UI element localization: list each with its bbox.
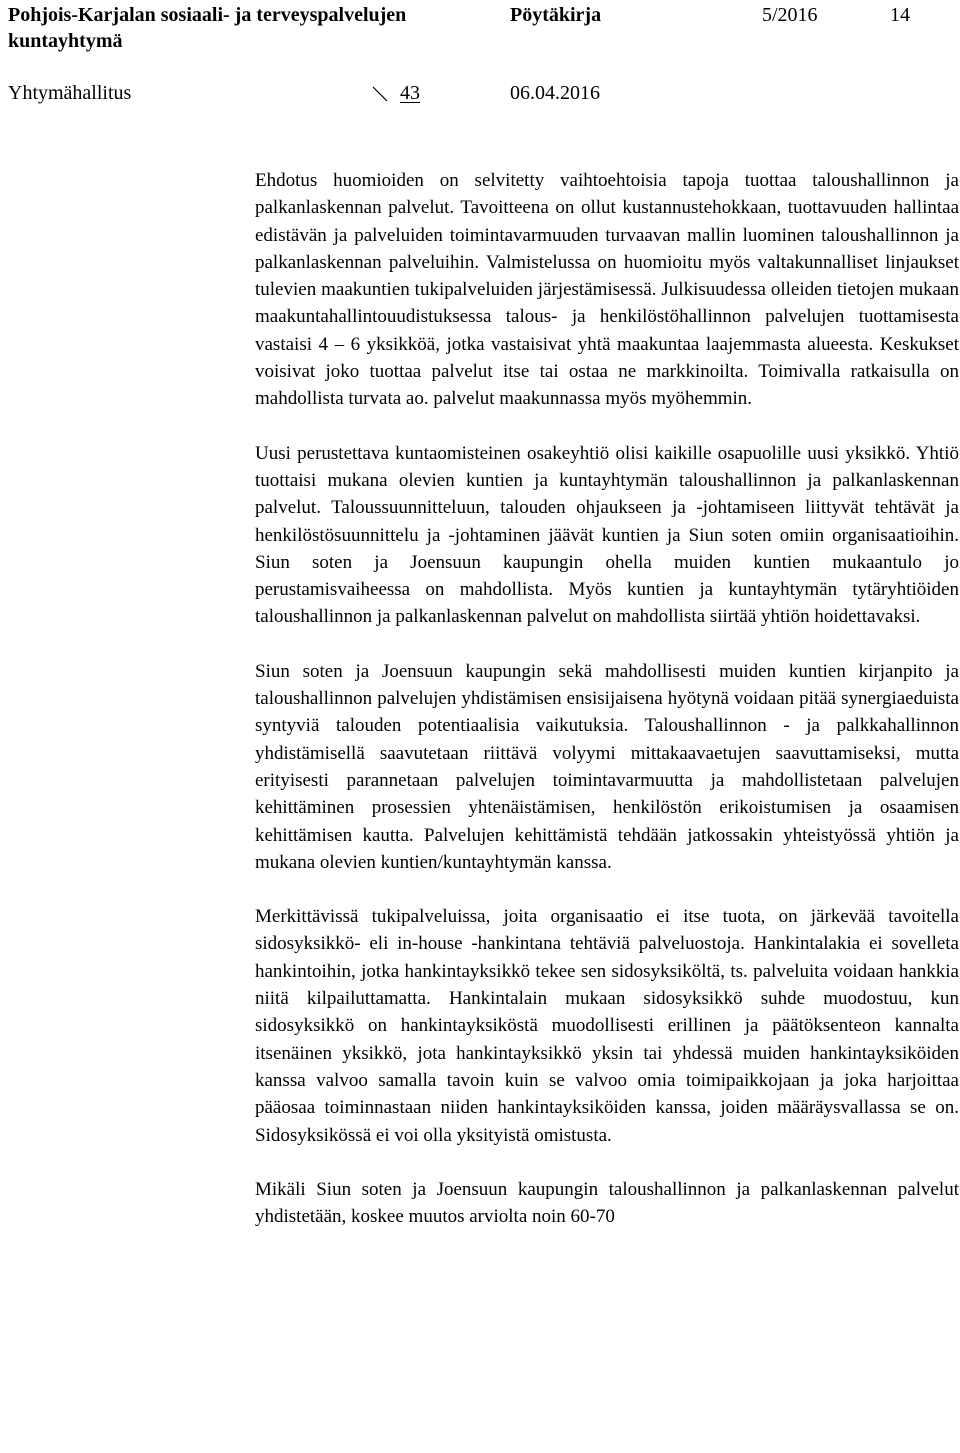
paragraph-2: Uusi perustettava kuntaomisteinen osakeyhtiö olisi kaikille osapuolille uusi yksikkö. Yhtiö tuottaisi mukana olevien kuntien ja kuntayhtymän taloushallinnon ja palkanlaskennan palvelut. Taloussuunnitteluun, talouden ohjaukseen ja -johtamiseen liittyvät tehtävät ja henkilöstösuunnittelu ja -johtaminen jäävät kuntien ja Siun soten omiin organisaatioihin. Siun soten ja Joensuun kaupungin ohella muiden kuntien mukaantulo jo perustamisvaiheessa on mahdollista. Myös kuntien ja kuntayhtymän tytäryhtiöiden taloushallinnon ja palkanlaskennan palvelut on mahdollista siirtää yhtiön hoidettavaksi.: [255, 442, 959, 628]
meeting-date: 06.04.2016: [510, 82, 600, 104]
issue-number: 5/2016: [762, 4, 818, 26]
paragraph-3: Siun soten ja Joensuun kaupungin sekä mahdollisesti muiden kuntien kirjanpito ja taloushallinnon palvelujen yhdistämisen ensisijaisena hyötynä voidaan pitää synergiaeduista syntyviä talouden potentiaalisia vaikutuksia. Taloushallinnon - ja palkkahallinnon yhdistämisellä saavutetaan riittävä volyymi mittakaavaetujen saavuttamiseksi, mutta erityisesti parannetaan palvelujen toimintavarmuutta ja mahdollistetaan palvelujen kehittäminen prosessien yhtenäistämisen, henkilöstön erikoistumisen ja osaamisen kehittämisen kautta. Palvelujen kehittämistä tehdään jatkossakin yhteistyössä yhtiön ja mukana olevien kuntien/kuntayhtymän kanssa.: [255, 660, 959, 873]
section-mark-icon: [372, 86, 388, 102]
page-header: [0, 0, 960, 110]
document-type: Pöytäkirja: [510, 4, 602, 26]
organization-name: Pohjois-Karjalan sosiaali- ja terveyspalvelujen kuntayhtymä: [8, 4, 407, 52]
document-body: [255, 167, 959, 1230]
paragraph-4: Merkittävissä tukipalveluissa, joita organisaatio ei itse tuota, on järkevää tavoitella sidosyksikkö- eli in-house -hankintana tehtäviä palveluostoja. Hankintalakia ei sovelleta hankintoihin, jotka hankintayksikkö tekee sen sidosyksiköltä, ts. palveluita voidaan hankkia niitä kilpailuttamatta. Hankintalain mukaan sidosyksikkö suhde muodostuu, kun sidosyksikkö on hankintayksiköstä muodollisesti erillinen ja päätöksenteon kannalta itsenäinen yksikkö, jota hankintayksikkö yksin tai yhdessä muiden hankintayksiköiden kanssa valvoo samalla tavoin kuin se valvoo omia toimipaikkojaan ja joka harjoittaa pääosaa toiminnastaan niiden hankintayksiköiden kanssa, joiden määräysvallassa se on. Sidosyksikössä ei voi olla yksityistä omistusta.: [255, 906, 959, 1146]
paragraph-5: Mikäli Siun soten ja Joensuun kaupungin taloushallinnon ja palkanlaskennan palvelut yhdistetään, koskee muutos arviolta noin 60-70: [255, 1178, 959, 1228]
paragraph-1: Ehdotus huomioiden on selvitetty vaihtoehtoisia tapoja tuottaa taloushallinnon ja palkanlaskennan palvelut. Tavoitteena on ollut kustannustehokkaan, tuottavuuden hallintaa edistävän ja palveluiden toimintavarmuuden turvaavan mallin luominen taloushallinnon ja palkanlaskennan palveluihin. Valmistelussa on huomioitu myös valtakunnalliset linjaukset tulevien maakuntien tukipalveluiden järjestämisessä. Julkisuudessa olleiden tietojen mukaan maakuntahallintouudistuksessa talous- ja henkilöstöhallinnon palvelujen tuottamisesta vastaisi 4 – 6 yksikköä, jotka vastaisivat yhtä maakuntaa laajemmasta alueesta. Keskukset voisivat joko tuottaa palvelut itse tai ostaa ne markkinoilta. Toimivalla ratkaisulla on mahdollista turvata ao. palvelut maakunnassa myös myöhemmin.: [255, 170, 959, 410]
governing-body: Yhtymähallitus: [8, 82, 132, 104]
section-number: 43: [400, 82, 420, 104]
page-number: 14: [890, 4, 910, 26]
